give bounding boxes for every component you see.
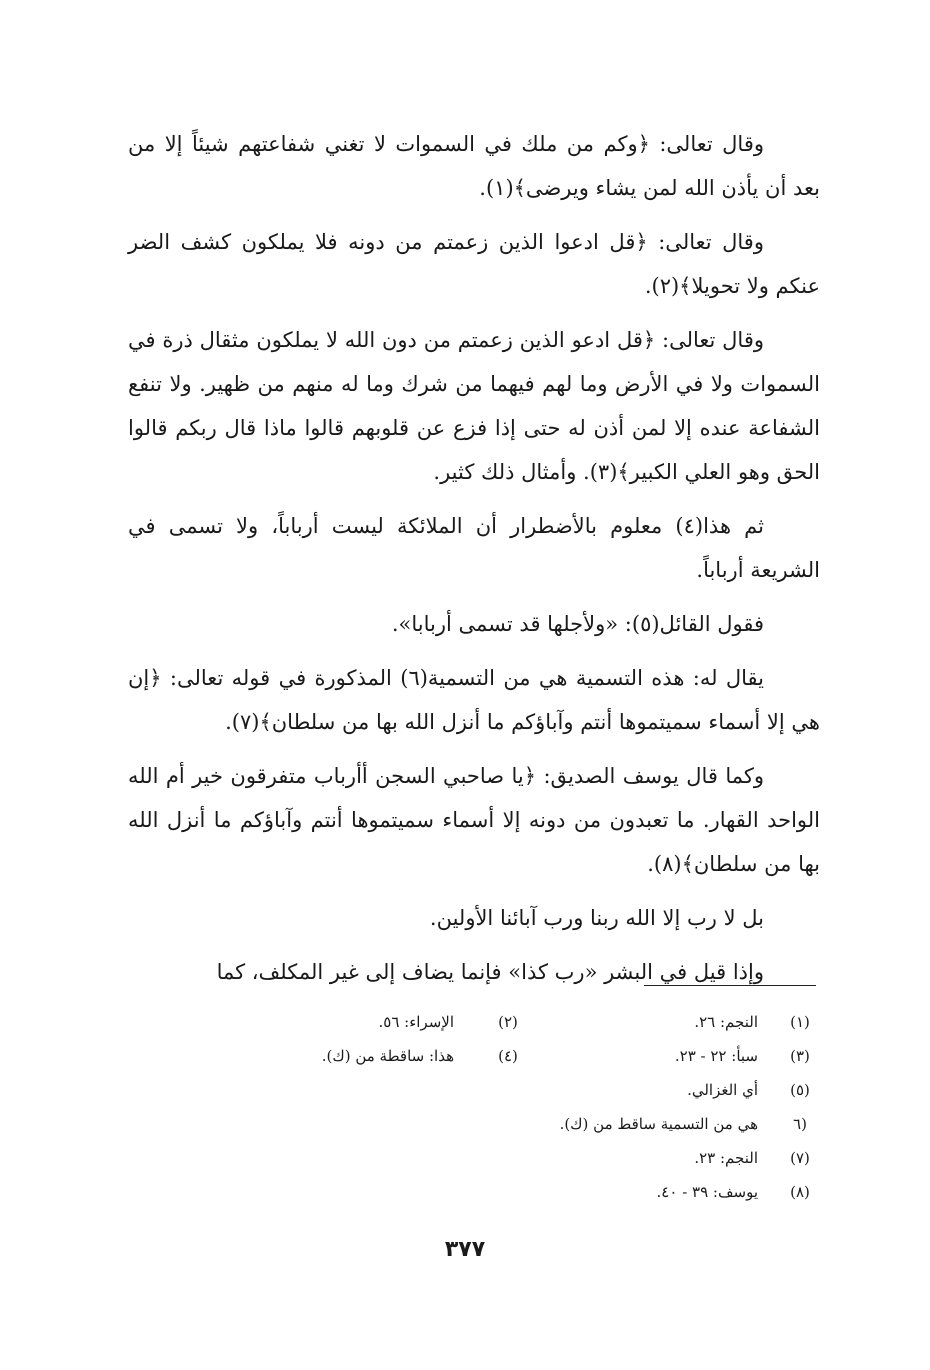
footnote-number: (٨) <box>790 1183 810 1201</box>
footnote-text: النجم: ٢٦. <box>694 1013 758 1031</box>
footnote-number: (٧) <box>790 1149 810 1167</box>
footnotes <box>240 1005 820 1209</box>
paragraph: فقول القائل(٥): «ولأجلها قد تسمى أربابا». <box>391 612 764 636</box>
footnote-number: (٣) <box>790 1047 810 1065</box>
footnote-separator <box>644 985 816 986</box>
footnote-number: (٦ <box>793 1115 807 1133</box>
paragraph: وقال تعالى: ﴿قل ادعو الذين زعمتم من دون الله لا يملكون مثقال ذرة في السموات ولا في الأرض وما لهم فيهما من شرك وما له منهم من ظهير. ولا تنفع الشفاعة عنده إلا لمن أذن له حتى إذا فزع عن قلوبهم قالوا ماذا قال ربكم قالوا الحق وهو العلي الكبير﴾(٣). وأمثال ذلك كثير. <box>128 328 820 484</box>
main-text <box>128 122 820 1004</box>
footnote-number: (٢) <box>498 1013 518 1031</box>
footnote-row <box>240 1175 820 1209</box>
paragraph: بل لا رب إلا الله ربنا ورب آبائنا الأولين. <box>429 906 764 930</box>
footnote-number: (٤) <box>498 1047 518 1065</box>
paragraph: يقال له: هذه التسمية هي من التسمية(٦) المذكورة في قوله تعالى: ﴿إن هي إلا أسماء سميتموها أنتم وآباؤكم ما أنزل الله بها من سلطان﴾(٧). <box>128 666 820 734</box>
footnote-text: يوسف: ٣٩ - ٤٠. <box>656 1183 758 1201</box>
footnote-text: هذا: ساقطة من (ك). <box>321 1047 454 1065</box>
footnote-text: الإسراء: ٥٦. <box>378 1013 454 1031</box>
footnote-row <box>240 1141 820 1175</box>
footnote-row <box>240 1073 820 1107</box>
footnote-number: (٥) <box>790 1081 810 1099</box>
footnote-text: أي الغزالي. <box>687 1081 758 1099</box>
footnote-text: النجم: ٢٣. <box>694 1149 758 1167</box>
page-number: ٣٧٧ <box>444 1237 486 1262</box>
paragraph: ثم هذا(٤) معلوم بالأضطرار أن الملائكة ليست أرباباً، ولا تسمى في الشريعة أرباباً. <box>128 514 820 582</box>
footnote-row <box>240 1107 820 1141</box>
paragraph: وكما قال يوسف الصديق: ﴿يا صاحبي السجن أأرباب متفرقون خير أم الله الواحد القهار. ما تعبدون من دونه إلا أسماء سميتموها أنتم وآباؤكم ما أنزل الله بها من سلطان﴾(٨). <box>128 764 820 876</box>
paragraph: وقال تعالى: ﴿وكم من ملك في السموات لا تغني شفاعتهم شيئاً إلا من بعد أن يأذن الله لمن يشاء ويرضى﴾(١). <box>128 132 820 200</box>
paragraph: وقال تعالى: ﴿قل ادعوا الذين زعمتم من دونه فلا يملكون كشف الضر عنكم ولا تحويلا﴾(٢). <box>128 230 820 298</box>
paragraph: وإذا قيل في البشر «رب كذا» فإنما يضاف إلى غير المكلف، كما <box>216 960 764 984</box>
footnote-row <box>240 1005 820 1039</box>
footnote-number: (١) <box>790 1013 810 1031</box>
footnote-text: سبأ: ٢٢ - ٢٣. <box>674 1047 758 1065</box>
footnote-row <box>240 1039 820 1073</box>
footnote-text: هي من التسمية ساقط من (ك). <box>559 1115 758 1133</box>
